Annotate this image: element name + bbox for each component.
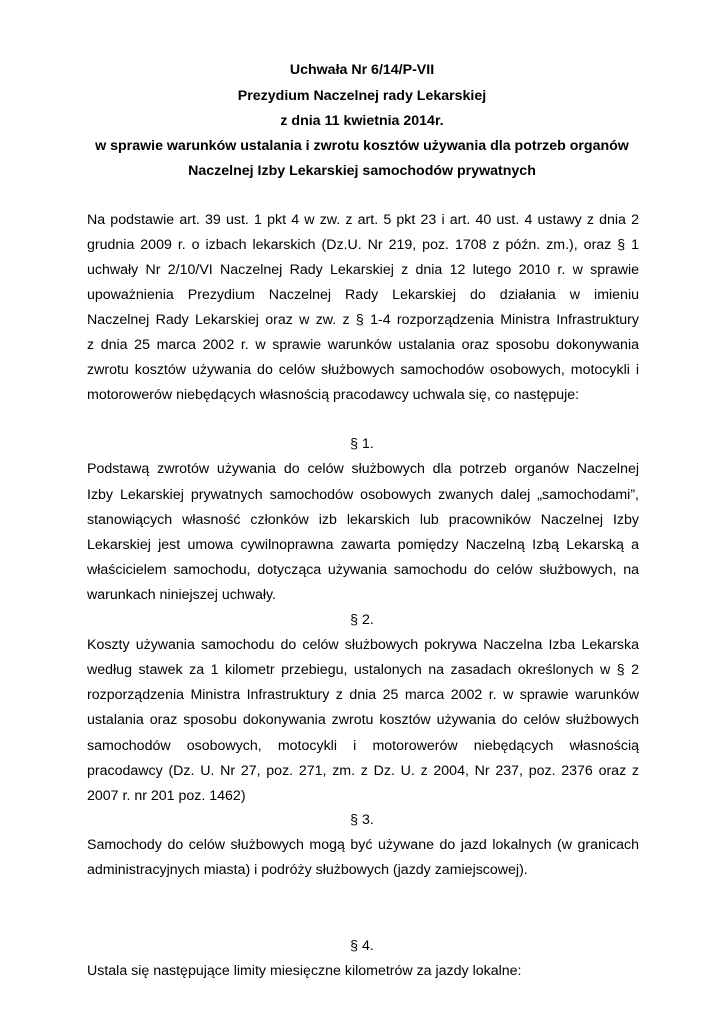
section-2-heading: § 2.: [350, 612, 374, 628]
section-2-line: rozporządzenia Ministra Infrastruktury z dnia 25 marca 2002 r. w sprawie warunków: [87, 687, 639, 703]
section-1-line: warunkach niniejszej uchwały.: [87, 587, 276, 603]
section-2-line: pracodawcy (Dz. U. Nr 27, poz. 271, zm. z Dz. U. z 2004, Nr 237, poz. 2376 oraz z: [87, 763, 639, 779]
section-1-line: stanowiących własność członków izb lekarskich lub pracowników Naczelnej Izby: [87, 512, 639, 528]
issuing-body: Prezydium Naczelnej rady Lekarskiej: [237, 88, 487, 104]
preamble-line: motorowerów niebędących własnością pracodawcy uchwala się, co następuje:: [87, 387, 580, 403]
section-1-heading: § 1.: [350, 436, 374, 452]
section-3-line: administracyjnych miasta) i podróży służbowych (jazdy zamiejscowej).: [87, 862, 528, 878]
section-3-heading: § 3.: [350, 812, 374, 828]
section-2-line: Koszty używania samochodu do celów służbowych pokrywa Naczelna Izba Lekarska: [87, 637, 639, 653]
preamble-line: Na podstawie art. 39 ust. 1 pkt 4 w zw. z art. 5 pkt 23 i art. 40 ust. 4 ustawy z dnia 2: [87, 212, 639, 228]
preamble-line: z dnia 25 marca 2002 r. w sprawie warunków ustalania oraz sposobu dokonywania: [87, 337, 639, 353]
resolution-number: Uchwała Nr 6/14/P-VII: [289, 62, 435, 78]
section-4-heading: § 4.: [350, 938, 374, 954]
preamble-line: grudnia 2009 r. o izbach lekarskich (Dz.U. Nr 219, poz. 1708 z późn. zm.), oraz § 1: [87, 237, 639, 253]
section-4-line: Ustala się następujące limity miesięczne kilometrów za jazdy lokalne:: [87, 963, 522, 979]
section-2-line: 2007 r. nr 201 poz. 1462): [87, 788, 246, 804]
section-2-line: samochodów osobowych, motocykli i motorowerów niebędących własnością: [87, 738, 639, 754]
section-3-line: Samochody do celów służbowych mogą być używane do jazd lokalnych (w granicach: [87, 837, 639, 853]
preamble-line: uchwały Nr 2/10/VI Naczelnej Rady Lekarskiej z dnia 12 lutego 2010 r. w sprawie: [87, 262, 639, 278]
section-1-line: Izby Lekarskiej prywatnych samochodów osobowych zwanych dalej „samochodami”,: [87, 487, 639, 503]
resolution-subject-line-2: Naczelnej Izby Lekarskiej samochodów prywatnych: [188, 163, 536, 179]
resolution-date: z dnia 11 kwietnia 2014r.: [280, 113, 444, 129]
preamble-line: upoważnienia Prezydium Naczelnej Rady Lekarskiej do działania w imieniu: [87, 287, 639, 303]
preamble-line: zwrotu kosztów używania do celów służbowych samochodów osobowych, motocykli i: [87, 362, 639, 378]
resolution-subject-line-1: w sprawie warunków ustalania i zwrotu kosztów używania dla potrzeb organów: [95, 138, 629, 154]
preamble-line: Naczelnej Rady Lekarskiej oraz w zw. z § 1-4 rozporządzenia Ministra Infrastruktury: [87, 312, 639, 328]
section-1-line: Podstawą zwrotów używania do celów służbowych dla potrzeb organów Naczelnej: [87, 461, 639, 477]
section-1-line: Lekarskiej jest umowa cywilnoprawna zawarta pomiędzy Naczelną Izbą Lekarską a: [87, 537, 639, 553]
section-1-line: właścicielem samochodu, dotycząca używania samochodu do celów służbowych, na: [87, 562, 639, 578]
section-2-line: ustalania oraz sposobu dokonywania zwrotu kosztów używania do celów służbowych: [87, 712, 639, 728]
section-2-line: według stawek za 1 kilometr przebiegu, ustalonych na zasadach określonych w § 2: [87, 662, 639, 678]
